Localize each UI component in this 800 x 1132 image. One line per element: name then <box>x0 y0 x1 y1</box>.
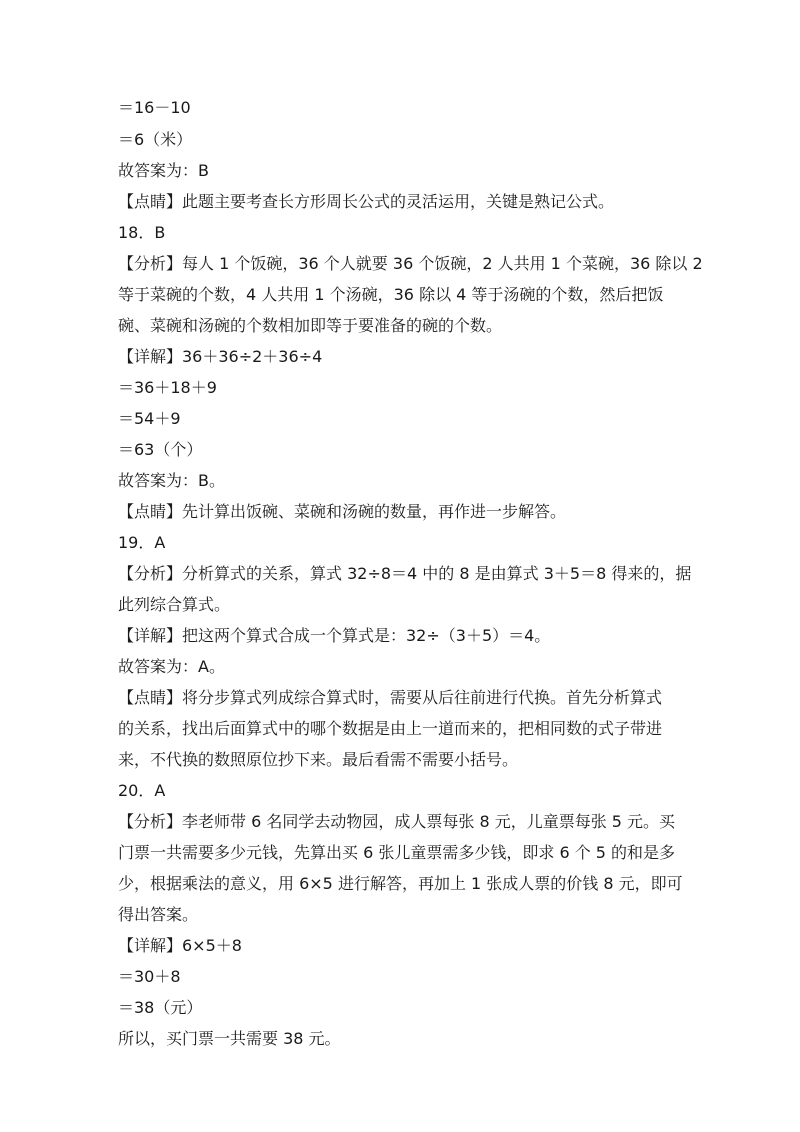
text-line: ＝63（个） <box>118 440 203 459</box>
text-line: 【分析】李老师带 6 名同学去动物园，成人票每张 8 元，儿童票每张 5 元。买 <box>118 812 676 831</box>
text-line: 【分析】每人 1 个饭碗，36 个人就要 36 个饭碗，2 人共用 1 个菜碗，36 除以 2 <box>118 254 703 273</box>
text-line: ＝6（米） <box>118 130 193 149</box>
text-line: 等于菜碗的个数，4 人共用 1 个汤碗，36 除以 4 等于汤碗的个数，然后把饭 <box>118 285 664 304</box>
text-line: 【分析】分析算式的关系，算式 32÷8＝4 中的 8 是由算式 3＋5＝8 得来的，据 <box>118 564 692 583</box>
text-line: 【点睛】此题主要考查长方形周长公式的灵活运用，关键是熟记公式。 <box>118 192 615 211</box>
text-line: 【详解】6×5＋8 <box>118 936 242 955</box>
text-line: ＝30＋8 <box>118 967 181 986</box>
text-line: 碗、菜碗和汤碗的个数相加即等于要准备的碗的个数。 <box>118 316 503 335</box>
text-line: 故答案为：A。 <box>118 657 225 676</box>
text-line: ＝16－10 <box>118 98 191 117</box>
text-line: ＝36＋18＋9 <box>118 378 217 397</box>
text-line: 此列综合算式。 <box>118 595 231 614</box>
question-number: 19．A <box>118 533 166 552</box>
text-line: 的关系，找出后面算式中的哪个数据是由上一道而来的，把相同数的式子带进 <box>118 719 663 738</box>
text-line: ＝38（元） <box>118 998 203 1017</box>
text-line: 故答案为：B。 <box>118 471 225 490</box>
text-line: 【点睛】先计算出饭碗、菜碗和汤碗的数量，再作进一步解答。 <box>118 502 567 521</box>
text-line: 所以，买门票一共需要 38 元。 <box>118 1029 341 1048</box>
text-line: 【详解】36＋36÷2＋36÷4 <box>118 347 323 366</box>
question-number: 18．B <box>118 223 166 242</box>
text-line: 【详解】把这两个算式合成一个算式是：32÷（3＋5）＝4。 <box>118 626 551 645</box>
text-line: ＝54＋9 <box>118 409 181 428</box>
question-number: 20．A <box>118 781 166 800</box>
text-line: 少，根据乘法的意义，用 6×5 进行解答，再加上 1 张成人票的价钱 8 元，即可 <box>118 874 683 893</box>
text-line: 【点睛】将分步算式列成综合算式时，需要从后往前进行代换。首先分析算式 <box>118 688 663 707</box>
text-line: 得出答案。 <box>118 905 199 924</box>
text-line: 门票一共需要多少元钱，先算出买 6 张儿童票需多少钱，即求 6 个 5 的和是多 <box>118 843 676 862</box>
text-line: 故答案为：B <box>118 161 209 180</box>
text-line: 来，不代换的数照原位抄下来。最后看需不需要小括号。 <box>118 750 519 769</box>
